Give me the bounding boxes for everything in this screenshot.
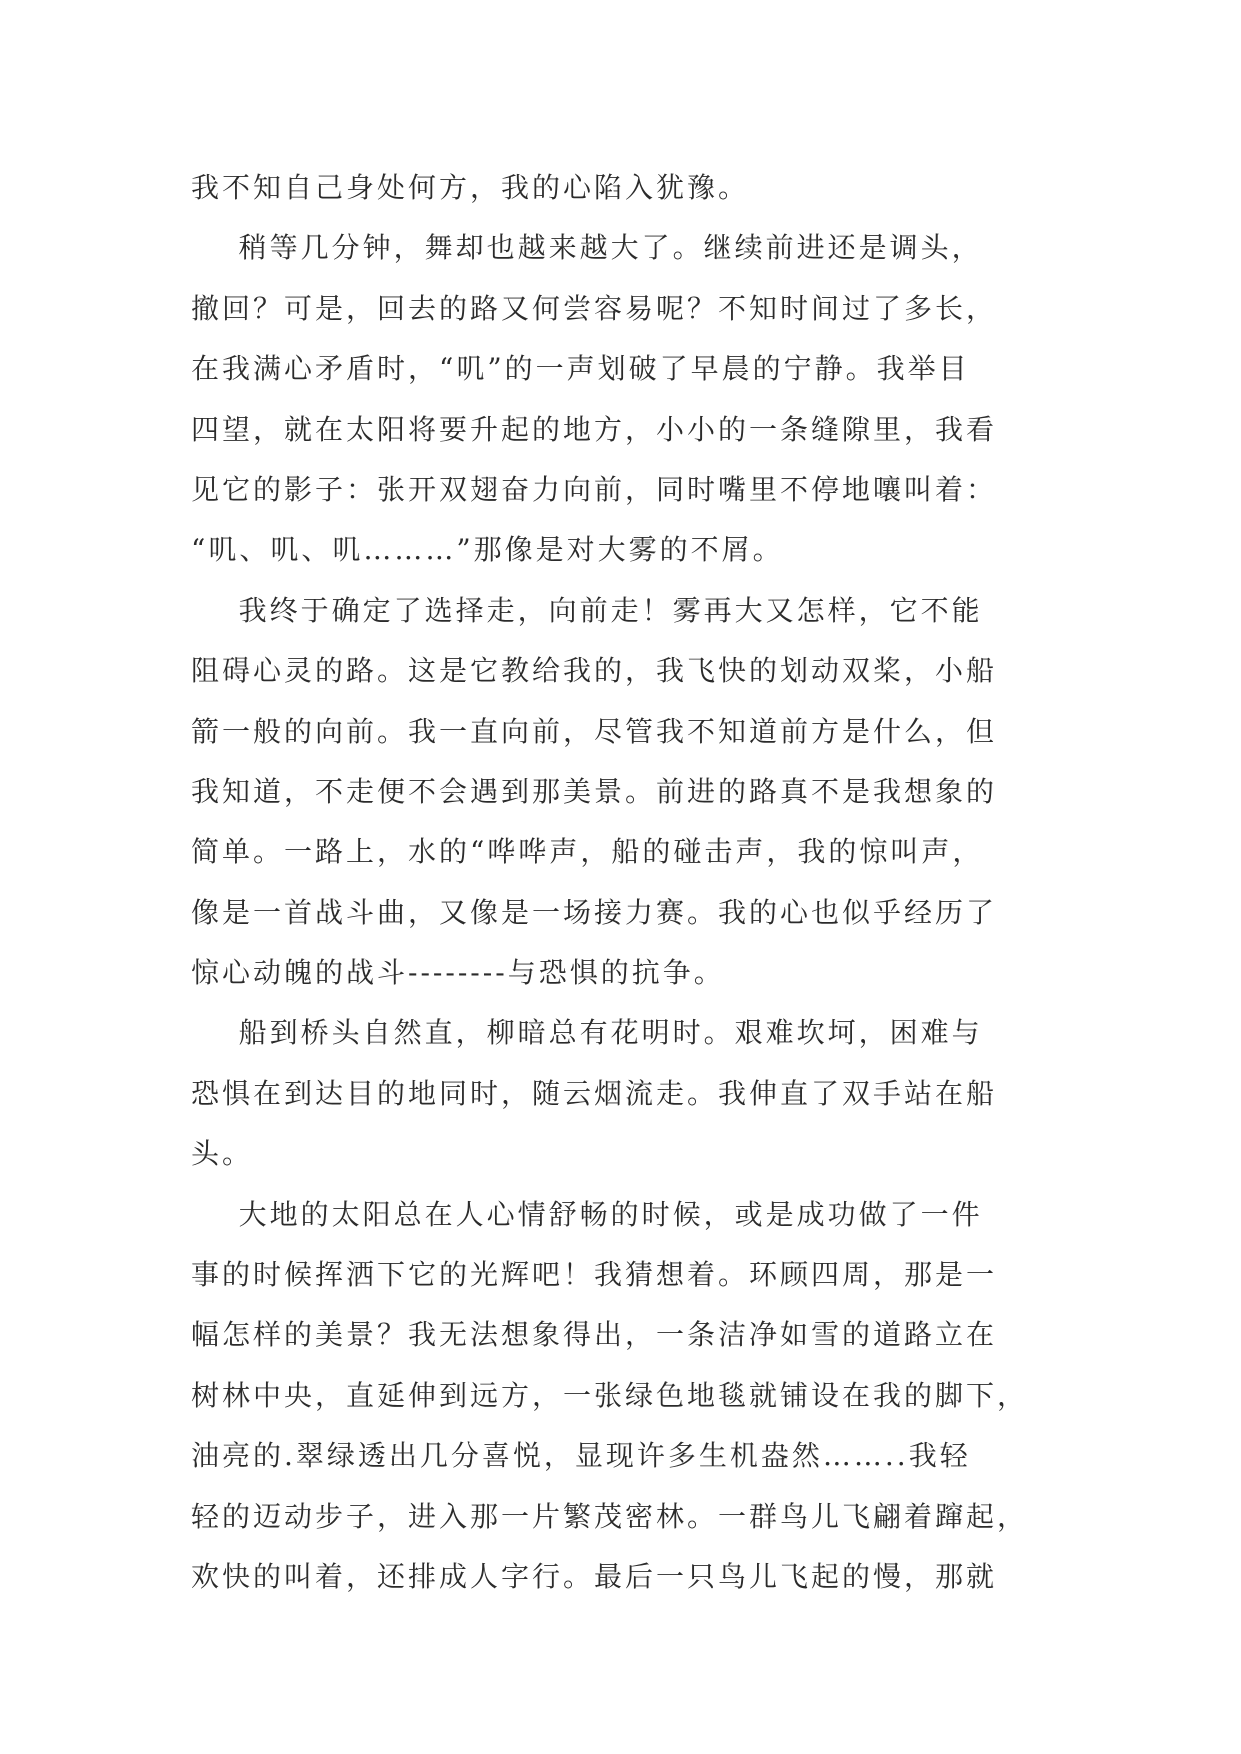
text-line: 头。 <box>191 1137 254 1171</box>
text-line: 大地的太阳总在人心情舒畅的时候，或是成功做了一件 <box>191 1197 983 1231</box>
text-line: 见它的影子：张开双翅奋力向前，同时嘴里不停地嚷叫着： <box>191 472 998 506</box>
text-line: 事的时候挥洒下它的光辉吧！我猜想着。环顾四周，那是一 <box>191 1258 998 1292</box>
text-line: 简单。一路上，水的“哗哗声，船的碰击声，我的惊叫声， <box>191 835 984 869</box>
text-line: 阻碍心灵的路。这是它教给我的，我飞快的划动双桨，小船 <box>191 654 998 688</box>
text-line: 稍等几分钟，舞却也越来越大了。继续前进还是调头， <box>191 231 983 265</box>
text-line: 撤回？可是，回去的路又何尝容易呢？不知时间过了多长， <box>191 291 998 325</box>
text-line: 油亮的.翠绿透出几分喜悦，显现许多生机盎然……..我轻 <box>191 1439 971 1473</box>
text-line: “叽、叽、叽………”那像是对大雾的不屑。 <box>191 533 784 567</box>
text-line: 船到桥头自然直，柳暗总有花明时。艰难坎坷，困难与 <box>191 1016 983 1050</box>
text-line: 惊心动魄的战斗--------与恐惧的抗争。 <box>191 956 725 990</box>
text-line: 欢快的叫着，还排成人字行。最后一只鸟儿飞起的慢，那就 <box>191 1559 998 1593</box>
text-line: 轻的迈动步子，进入那一片繁茂密林。一群鸟儿飞翩着蹿起， <box>191 1499 1029 1533</box>
text-line: 我知道，不走便不会遇到那美景。前进的路真不是我想象的 <box>191 774 998 808</box>
text-line: 树林中央，直延伸到远方，一张绿色地毯就铺设在我的脚下， <box>191 1378 1029 1412</box>
text-line: 在我满心矛盾时，“叽”的一声划破了早晨的宁静。我举目 <box>191 352 970 386</box>
essay-text <box>191 158 1061 1607</box>
text-line: 四望，就在太阳将要升起的地方，小小的一条缝隙里，我看 <box>191 412 998 446</box>
text-line: 幅怎样的美景？我无法想象得出，一条洁净如雪的道路立在 <box>191 1318 998 1352</box>
text-line: 恐惧在到达目的地同时，随云烟流走。我伸直了双手站在船 <box>191 1076 998 1110</box>
text-line: 我不知自己身处何方，我的心陷入犹豫。 <box>191 171 750 204</box>
text-line: 像是一首战斗曲，又像是一场接力赛。我的心也似乎经历了 <box>191 895 998 929</box>
text-line: 我终于确定了选择走，向前走！雾再大又怎样，它不能 <box>191 593 983 627</box>
text-line: 箭一般的向前。我一直向前，尽管我不知道前方是什么，但 <box>191 714 998 748</box>
